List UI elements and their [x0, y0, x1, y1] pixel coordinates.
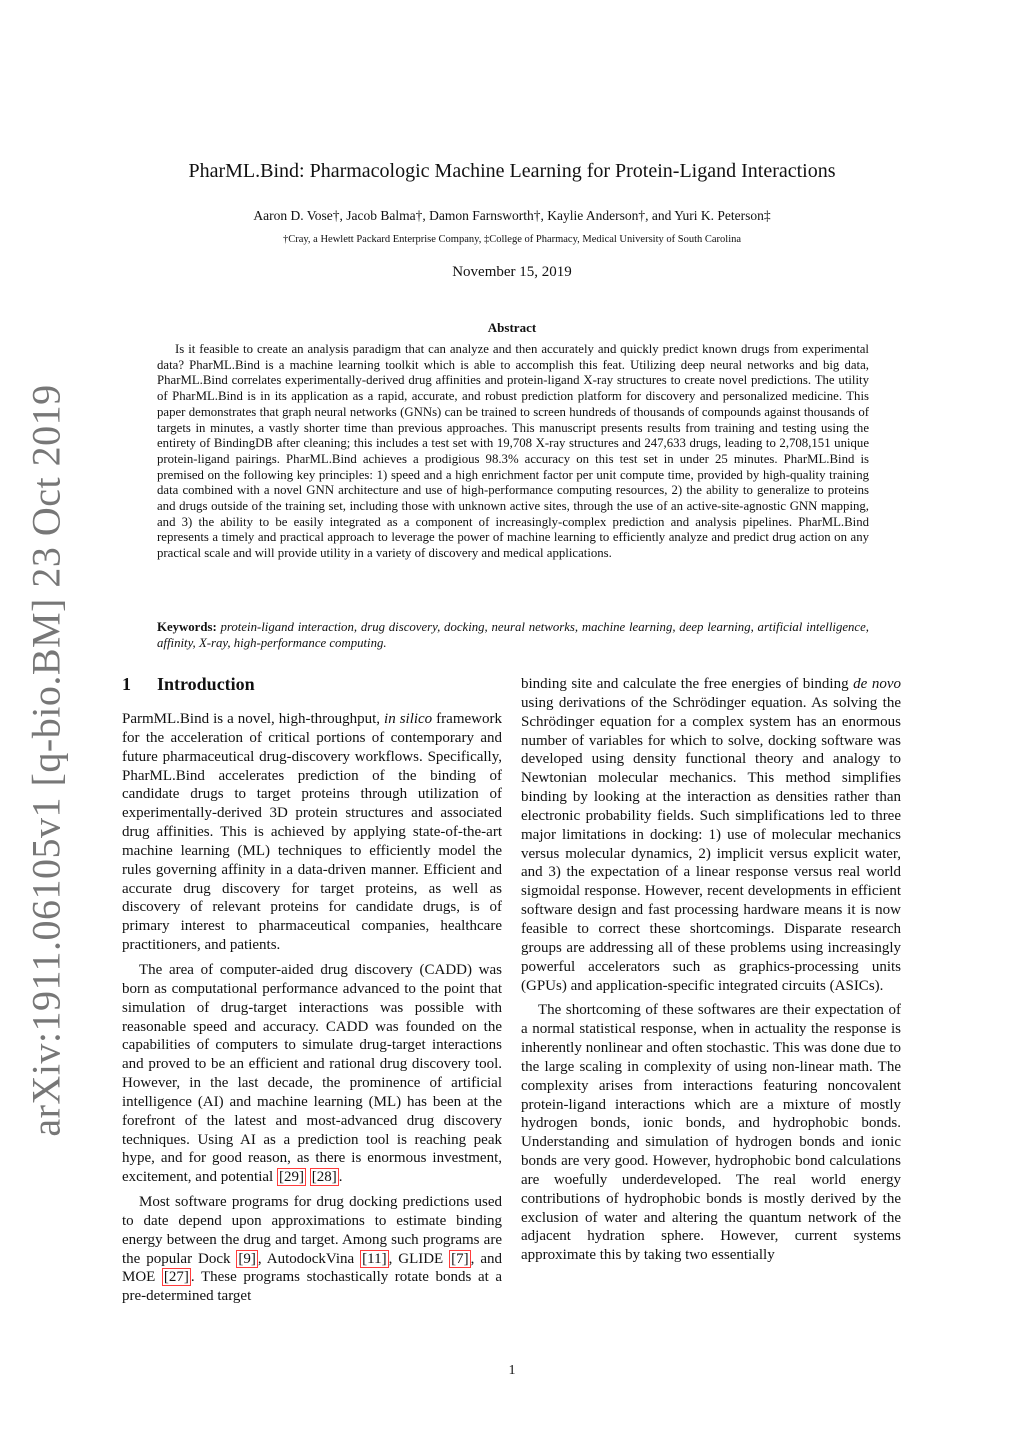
intro-paragraph-1: ParmML.Bind is a novel, high-throughput, in silico framework for the acceleration of critical portions of contemporary and future pharmaceutical drug-discovery workflows. Specifically, PharML.Bind accelerates prediction of the binding of candidate drugs to target proteins through utilization of experimentally-derived 3D protein structures and associated drug affinities. This is achieved by applying state-of-the-art machine learning (ML) techniques to efficiently model the rules governing affinity in a data-driven manner. Efficient and accurate drug discovery for target proteins, as well as discovery of relevant proteins for candidate drugs, is of primary interest to pharmaceutical companies, healthcare practitioners, and patients. — [122, 711, 502, 954]
citation-link[interactable]: [29] — [278, 1169, 304, 1186]
section-heading — [122, 672, 502, 696]
section-title: Introduction — [157, 674, 255, 694]
keywords-label: Keywords: — [157, 620, 217, 634]
keywords-text: protein-ligand interaction, drug discovery, docking, neural networks, machine learning, deep learning, artificial intelligence, affinity, X-ray, high-performance computing. — [157, 620, 869, 650]
left-column — [122, 672, 502, 1312]
right-column — [521, 675, 901, 1271]
intro-paragraph-2: The area of computer-aided drug discovery (CADD) was born as computational performance advanced to the point that simulation of drug-target interactions was possible with reasonable speed and accuracy. CADD was founded on the capabilities of computers to simulate drug-target interactions and proved to be an efficient and rational drug discovery tool. However, in the last decade, the prominence of artificial intelligence (AI) and machine learning (ML) has been at the forefront of the latest and most-advanced drug discovery techniques. Using AI as a prediction tool is reaching peak hype, and for good reason, as there is enormous investment, excitement, and potential [29] [28] . — [122, 961, 502, 1186]
intro-paragraph-3: Most software programs for drug docking predictions used to date depend upon approximations to estimate binding energy between the drug and target. Among such programs are the popular Dock [9] , AutodockVina [11] , GLIDE [7] , and MOE [27] . These programs stochastically rotate bonds at a pre-determined target — [122, 1194, 502, 1305]
section-number: 1 — [122, 674, 131, 694]
abstract-body: Is it feasible to create an analysis paradigm that can analyze and then accurately and quickly predict known drugs from experimental data? PharML.Bind is a machine learning toolkit which is able to accomplish this feat. Utilizing deep neural networks and big data, PharML.Bind correlates experimentally-derived drug affinities and protein-ligand X-ray structures to create novel predictions. The utility of PharML.Bind is in its application as a rapid, accurate, and robust prediction platform for discovery and personalized medicine. This paper demonstrates that graph neural networks (GNNs) can be trained to screen hundreds of thousands of compounds against thousands of targets in minutes, a vastly shorter time than previous approaches. This manuscript presents results from training and testing using the entirety of BindingDB after cleaning; this includes a test set with 19,708 X-ray structures and 247,633 drugs, leading to 2,708,151 unique protein-ligand pairings. PharML.Bind achieves a prodigious 98.3% accuracy on this test set in under 25 minutes. PharML.Bind is premised on the following key principles: 1) speed and a high enrichment factor per unit compute time, provided by high-quality training data combined with a novel GNN architecture and use of high-performance computing resources, 2) the ability to generalize to proteins and drugs outside of the training set, including those with unknown active sites, through the use of an active-site-agnostic GNN mapping, and 3) the ability to be easily integrated as a component of increasingly-complex prediction and analysis pipelines. PharML.Bind represents a timely and practical approach to leverage the power of machine learning to efficiently analyze and predict drug action on any practical scale and will provide utility in a variety of discovery and medical applications. — [157, 342, 869, 561]
intro-paragraph-4: binding site and calculate the free energies of binding de novo using derivations of the Schrödinger equation. As solving the Schrödinger equation for a complex system has an enormous number of variables for which to solve, docking software was developed using density functional theory and analogy to Newtonian molecular mechanics. This method simplifies binding by looking at the interaction as densities rather than electronic probability fields. Such simplifications led to three major limitations in docking: 1) use of molecular mechanics versus molecular dynamics, 2) implicit versus explicit water, and 3) the expectation of a linear response versus real world sigmoidal response. However, recent developments in efficient software design and fast processing hardware means it is now feasible to correct these shortcomings. Disparate research groups are addressing all of these problems using increasingly powerful accelerators such as graphics-processing units (GPUs) and application-specific integrated circuits (ASICs). — [521, 676, 901, 994]
arxiv-stamp — [20, 383, 72, 1137]
intro-paragraph-5: The shortcoming of these softwares are their expectation of a normal statistical response, when in actuality the response is inherently nonlinear and often stochastic. This was done due to the large scaling in complexity of using non-linear math. The complexity arises from interactions featuring noncovalent protein-ligand interactions which are a mixture of mostly hydrogen bonds, ionic bonds, and hydrophobic bonds. Understanding and simulation of hydrogen bonds and ionic bonds are very good. However, hydrophobic bond calculations are woefully underdeveloped. The real world energy contributions of hydrophobic bonds is mostly derived by the exclusion of water and altering the quantum network of the adjacent hydration sphere. However, current systems approximate this by taking two essentially — [521, 1002, 901, 1264]
paper-date: November 15, 2019 — [452, 264, 572, 280]
citation-link[interactable]: [9] — [238, 1250, 256, 1267]
arxiv-stamp-text: arXiv:1911.06105v1 [q-bio.BM] 23 Oct 2019 — [23, 383, 69, 1137]
page-number: 1 — [508, 1363, 516, 1378]
citation-link[interactable]: [28] — [311, 1169, 337, 1186]
citation-link[interactable]: [11] — [362, 1250, 387, 1267]
paper-title: PharML.Bind: Pharmacologic Machine Learning for Protein-Ligand Interactions — [188, 160, 836, 182]
abstract-heading: Abstract — [487, 320, 537, 335]
keywords — [157, 620, 869, 651]
citation-link[interactable]: [7] — [451, 1250, 469, 1267]
author-list: Aaron D. Vose†, Jacob Balma†, Damon Farnsworth†, Kaylie Anderson†, and Yuri K. Peterson‡ — [253, 208, 771, 223]
affiliations: †Cray, a Hewlett Packard Enterprise Company, ‡College of Pharmacy, Medical University of South Carolina — [282, 234, 742, 245]
citation-link[interactable]: [27] — [163, 1269, 189, 1286]
